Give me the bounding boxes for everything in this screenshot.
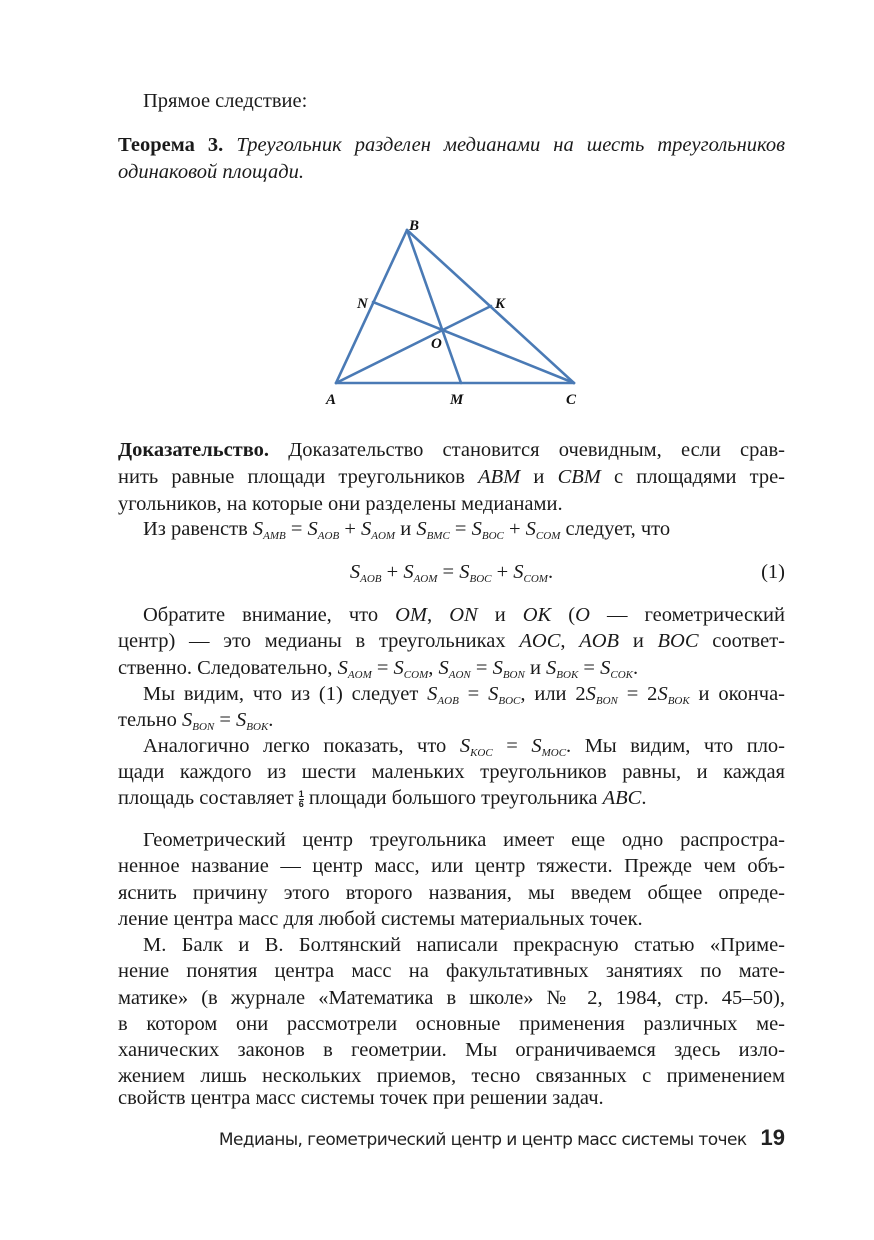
side-ab [336, 230, 407, 383]
area-symbol: $S_{KOC}$ [459, 735, 493, 759]
area-symbol: $S_{BON}$ [585, 683, 618, 707]
text-run: = [449, 518, 472, 540]
page-number: 19 [760, 1125, 785, 1150]
text-run: нить равные площади треугольников [118, 466, 479, 488]
text-run: в котором они рассмотрели основные применения различных ме- [118, 1013, 785, 1035]
text-line [118, 931, 785, 959]
text-run: ханических законов в геометрии. Мы ограничиваемся здесь изло- [118, 1039, 785, 1061]
equation-number: (1) [761, 561, 785, 583]
text-run: угольников, на которые они разделены медианами. [118, 493, 563, 515]
running-title: Медианы, геометрический центр и центр масс системы точек [218, 1130, 747, 1150]
area-symbol: $S_{BOC}$ [459, 561, 492, 585]
area-symbol: $S_{AOM}$ [403, 561, 438, 585]
text-run: — геометрический [589, 604, 785, 626]
text-run: . Мы видим, что пло- [566, 735, 785, 757]
label-c: C [566, 392, 577, 408]
text-run: следует, что [560, 518, 671, 540]
text-line [118, 680, 785, 708]
italic-run: ABM [478, 466, 521, 488]
text-run: , или 2 [520, 683, 586, 705]
area-subscript: BON [192, 721, 215, 733]
text-run: = [437, 561, 460, 583]
text-run: ственно. Следовательно, [118, 657, 338, 679]
area-symbol: $S_{COM}$ [513, 561, 548, 585]
area-subscript: BOK [556, 669, 579, 681]
text-run: ( [551, 604, 576, 626]
text-run: площадь составляет [118, 787, 299, 809]
text-run: соответ- [698, 630, 785, 652]
area-subscript: COM [535, 530, 561, 542]
text-run: = [470, 657, 493, 679]
bold-run: Теорема 3. [118, 134, 224, 156]
area-subscript: BOC [469, 573, 492, 585]
text-run: Геометрический центр треугольника имеет еще одно распростра- [143, 829, 785, 851]
text-run: Мы видим, что из (1) следует [143, 683, 428, 705]
text-run: . [641, 787, 647, 809]
area-symbol: $S_{BMC}$ [416, 518, 450, 542]
text-run: нение понятия центра масс на факультативных занятиях по мате- [118, 960, 785, 982]
area-symbol: $S_{BON}$ [492, 657, 525, 681]
text-line [118, 87, 785, 115]
text-run: свойств центра масс системы точек при решении задач. [118, 1087, 604, 1109]
area-symbol: $S_{AOB}$ [307, 518, 340, 542]
italic-run: AOB [579, 630, 620, 652]
text-line [118, 1010, 785, 1038]
area-subscript: AOM [347, 669, 372, 681]
triangle-medians-figure [320, 210, 590, 410]
italic-run: ABC [602, 787, 642, 809]
label-a: A [326, 392, 337, 408]
text-line [118, 852, 785, 880]
text-run: , [428, 657, 439, 679]
area-symbol: $S_{BOC}$ [471, 518, 504, 542]
text-run: щади каждого из шести маленьких треугольников равны, и каждая [118, 761, 785, 783]
text-run: = [371, 657, 394, 679]
area-subscript: KOC [470, 747, 493, 759]
text-run: = [578, 657, 601, 679]
label-k: K [495, 296, 506, 312]
text-run: яснить причину этого второго названия, мы введем общее опреде- [118, 882, 785, 904]
area-symbol: $S_{COM}$ [393, 657, 429, 681]
text-run: = [458, 683, 489, 705]
text-run: , [560, 630, 580, 652]
area-subscript: BOK [246, 721, 269, 733]
text-run: ненное название — центр масс, или центр тяжести. Прежде чем объ- [118, 855, 785, 877]
italic-run: OM [395, 604, 428, 626]
area-symbol: $S_{BOK}$ [236, 709, 269, 733]
text-run: = 2 [617, 683, 658, 705]
label-b: B [409, 218, 420, 234]
page-footer [219, 1125, 785, 1151]
text-line [118, 984, 785, 1012]
text-run: + [381, 561, 404, 583]
text-line [118, 1084, 785, 1112]
text-run: матике» (в журнале «Математика в школе» № 2, 1984, стр. 45–50), [118, 987, 785, 1009]
area-symbol: $S_{AON}$ [438, 657, 471, 681]
text-run: Аналогично легко показать, что [143, 735, 460, 757]
text-run: , [427, 604, 450, 626]
text-run: + [491, 561, 514, 583]
area-symbol: $S_{AOB}$ [349, 561, 382, 585]
label-m: M [450, 392, 464, 408]
text-run: и [524, 657, 547, 679]
text-run: и [520, 466, 558, 488]
bold-run: Доказательство. [118, 439, 270, 461]
label-n: N [357, 296, 368, 312]
text-line [118, 654, 785, 682]
text-run: жением лишь нескольких приемов, тесно связанных с применением [118, 1065, 785, 1087]
text-line [118, 957, 785, 985]
area-subscript: BON [502, 669, 525, 681]
area-subscript: AOB [437, 695, 459, 707]
text-run: и [619, 630, 658, 652]
text-line [118, 826, 785, 854]
text-run: + [503, 518, 526, 540]
equation-line [118, 558, 785, 586]
area-subscript: AMB [263, 530, 286, 542]
area-symbol: $S_{MOC}$ [531, 735, 567, 759]
denominator: 6 [298, 798, 304, 809]
text-run: + [339, 518, 361, 540]
text-line [118, 436, 785, 464]
label-o: O [431, 336, 442, 352]
area-subscript: COK [610, 669, 633, 681]
text-line [118, 463, 785, 491]
text-run: = [214, 709, 237, 731]
area-subscript: COM [403, 669, 429, 681]
text-line [118, 905, 785, 933]
italic-run: Треугольник разделен медианами на шесть треугольников [236, 134, 785, 156]
area-symbol: $S_{AOM}$ [337, 657, 372, 681]
text-run: центр) — это медианы в треугольниках [118, 630, 520, 652]
text-line [118, 758, 785, 786]
text-line [118, 490, 785, 518]
text-line [118, 1036, 785, 1064]
italic-run: AOC [519, 630, 561, 652]
area-symbol: $S_{BON}$ [181, 709, 215, 733]
text-line [118, 601, 785, 629]
text-run: ление центра масс для любой системы материальных точек. [118, 908, 643, 930]
area-symbol: $S_{AMB}$ [252, 518, 286, 542]
text-run: . [268, 709, 274, 731]
text-run: тельно [118, 709, 182, 731]
text-run: и [395, 518, 417, 540]
text-run: и оконча- [689, 683, 785, 705]
area-subscript: AOB [317, 530, 340, 542]
italic-run: ON [449, 604, 478, 626]
italic-run: CBM [557, 466, 601, 488]
italic-run: OK [522, 604, 552, 626]
text-run: Обратите внимание, что [143, 604, 396, 626]
italic-run: O [575, 604, 590, 626]
area-symbol: $S_{AOM}$ [361, 518, 396, 542]
area-subscript: BOC [498, 695, 521, 707]
area-subscript: MOC [541, 747, 567, 759]
text-line [118, 515, 785, 543]
area-symbol: $S_{COK}$ [600, 657, 633, 681]
text-run: Прямое следствие: [143, 90, 308, 112]
text-run: площади большого треугольника [303, 787, 603, 809]
text-run: . [632, 657, 639, 679]
text-line [118, 784, 785, 812]
numerator: 1 [298, 788, 304, 799]
area-subscript: BMC [426, 530, 450, 542]
area-subscript: BON [595, 695, 618, 707]
area-symbol: $S_{BOC}$ [488, 683, 521, 707]
text-run: с площадями тре- [600, 466, 785, 488]
text-run: и [477, 604, 523, 626]
text-line [118, 131, 785, 159]
text-line [118, 732, 785, 760]
italic-run: одинаковой площади. [118, 161, 305, 183]
text-line [118, 158, 785, 186]
median-bm [407, 230, 461, 383]
text-run [223, 134, 236, 156]
area-subscript: AOM [413, 573, 438, 585]
area-subscript: AOM [371, 530, 396, 542]
text-run: = [285, 518, 308, 540]
area-subscript: BOC [481, 530, 504, 542]
area-subscript: BOK [667, 695, 690, 707]
text-run: М. Балк и В. Болтянский написали прекрасную статью «Приме- [143, 934, 785, 956]
area-symbol: $S_{BOK}$ [546, 657, 579, 681]
area-symbol: $S_{AOB}$ [427, 683, 459, 707]
text-line [118, 627, 785, 655]
area-symbol: $S_{COM}$ [525, 518, 561, 542]
area-subscript: COM [523, 573, 548, 585]
italic-run: BOC [657, 630, 699, 652]
text-line [118, 879, 785, 907]
area-symbol: $S_{BOK}$ [657, 683, 690, 707]
area-subscript: AON [448, 669, 471, 681]
text-run: Доказательство становится очевидным, если срав- [269, 439, 785, 461]
text-run: . [547, 561, 554, 583]
area-subscript: AOB [360, 573, 382, 585]
text-run: Из равенств [143, 518, 253, 540]
text-line [118, 706, 785, 734]
text-run: = [492, 735, 532, 757]
